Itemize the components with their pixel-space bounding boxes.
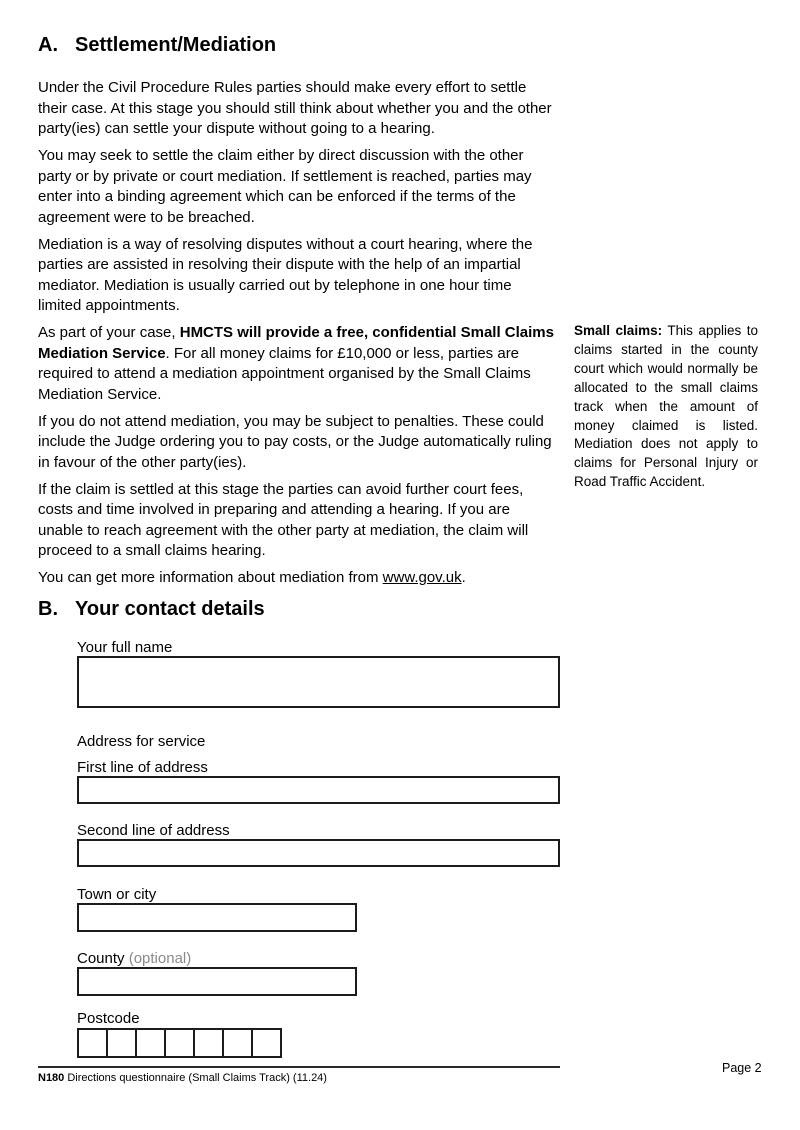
- full-name-label: Your full name: [77, 638, 173, 656]
- section-a-title: Settlement/Mediation: [75, 34, 277, 56]
- county-label-text: County: [77, 949, 125, 967]
- section-a-body: [38, 78, 559, 589]
- paragraph-settle-options: You may seek to settle the claim either by direct discussion with the other party or by private or court mediation. If settlement is reached, parties may enter into a binding agreement which can be enforced if the terms of the agreement were to be breached.: [38, 147, 532, 226]
- paragraph-mediation-explain: Mediation is a way of resolving disputes without a court hearing, where the parties are assisted in resolving their dispute with the help of an impartial mediator. Mediation is usually carried out by telephone in one hour time limited appointments.: [38, 235, 533, 314]
- postcode-cells: [77, 1028, 800, 1058]
- paragraph-mediation-service: [38, 323, 559, 405]
- side-note-body: This applies to claims started in the county court which would normally be allocated to the small claims track when the amount of money claimed is listed. Mediation does not apply to claims for Personal Injury or Road Traffic Accident.: [574, 323, 759, 490]
- county-optional-hint: (optional): [128, 949, 192, 967]
- footer-form-code: N180: [38, 1071, 65, 1084]
- address-for-service-label: Address for service: [77, 732, 206, 750]
- paragraph-settled-claim: If the claim is settled at this stage the parties can avoid further court fees, costs and time involved in preparing and attending a hearing. If you are unable to reach agreement with the other party at mediation, the claim will proceed to a small claims hearing.: [38, 480, 529, 559]
- page-number: Page 2: [722, 1061, 762, 1075]
- postcode-cell-6[interactable]: [222, 1028, 253, 1058]
- paragraph-text: . For all money claims for £10,000 or less, parties are required to attend a mediation appointment organised by the Small Claims Mediation Service.: [38, 344, 531, 403]
- section-a-letter: A.: [38, 34, 58, 56]
- postcode-cell-3[interactable]: [135, 1028, 166, 1058]
- postcode-cell-7[interactable]: [251, 1028, 282, 1058]
- footer-form-reference: [38, 1072, 800, 1085]
- paragraph-text: As part of your case,: [38, 324, 180, 341]
- paragraph-settle-effort: Under the Civil Procedure Rules parties should make every effort to settle their case. At this stage you should still think about whether you and the other party(ies) can settle your dispute without going to a hearing.: [38, 79, 552, 137]
- postcode-cell-1[interactable]: [77, 1028, 108, 1058]
- footer-form-title: Directions questionnaire (Small Claims Track) (11.24): [67, 1071, 327, 1084]
- section-a-heading: [38, 33, 800, 57]
- contact-details-form: [77, 639, 800, 1058]
- paragraph-bold-text: HMCTS will provide a free, confidential Small Claims Mediation Service: [38, 324, 554, 362]
- section-b-heading: [38, 597, 800, 621]
- county-input[interactable]: [77, 967, 357, 996]
- address-line2-label: Second line of address: [77, 821, 230, 839]
- full-name-input[interactable]: [77, 656, 560, 708]
- footer-divider: [38, 1066, 560, 1068]
- postcode-label: Postcode: [77, 1009, 140, 1027]
- section-b-title: Your contact details: [75, 597, 265, 620]
- section-b-letter: B.: [38, 597, 58, 620]
- address-line1-label: First line of address: [77, 758, 208, 776]
- small-claims-side-note: [574, 322, 758, 492]
- postcode-cell-4[interactable]: [164, 1028, 195, 1058]
- paragraph-penalties: If you do not attend mediation, you may be subject to penalties. These could include the Judge ordering you to pay costs, or the Judge automatically ruling in favour of the other party(ies).: [38, 412, 552, 471]
- address-line2-input[interactable]: [77, 839, 560, 867]
- town-label: Town or city: [77, 885, 157, 903]
- paragraph-text: .: [461, 569, 466, 586]
- paragraph-more-info: [38, 568, 559, 589]
- paragraph-text: You can get more information about mediation from: [38, 569, 383, 586]
- postcode-cell-5[interactable]: [193, 1028, 224, 1058]
- county-label: [77, 950, 800, 967]
- govuk-link[interactable]: www.gov.uk: [382, 569, 462, 586]
- address-line1-input[interactable]: [77, 776, 560, 804]
- side-note-lead: Small claims:: [574, 323, 663, 338]
- town-input[interactable]: [77, 903, 357, 932]
- postcode-cell-2[interactable]: [106, 1028, 137, 1058]
